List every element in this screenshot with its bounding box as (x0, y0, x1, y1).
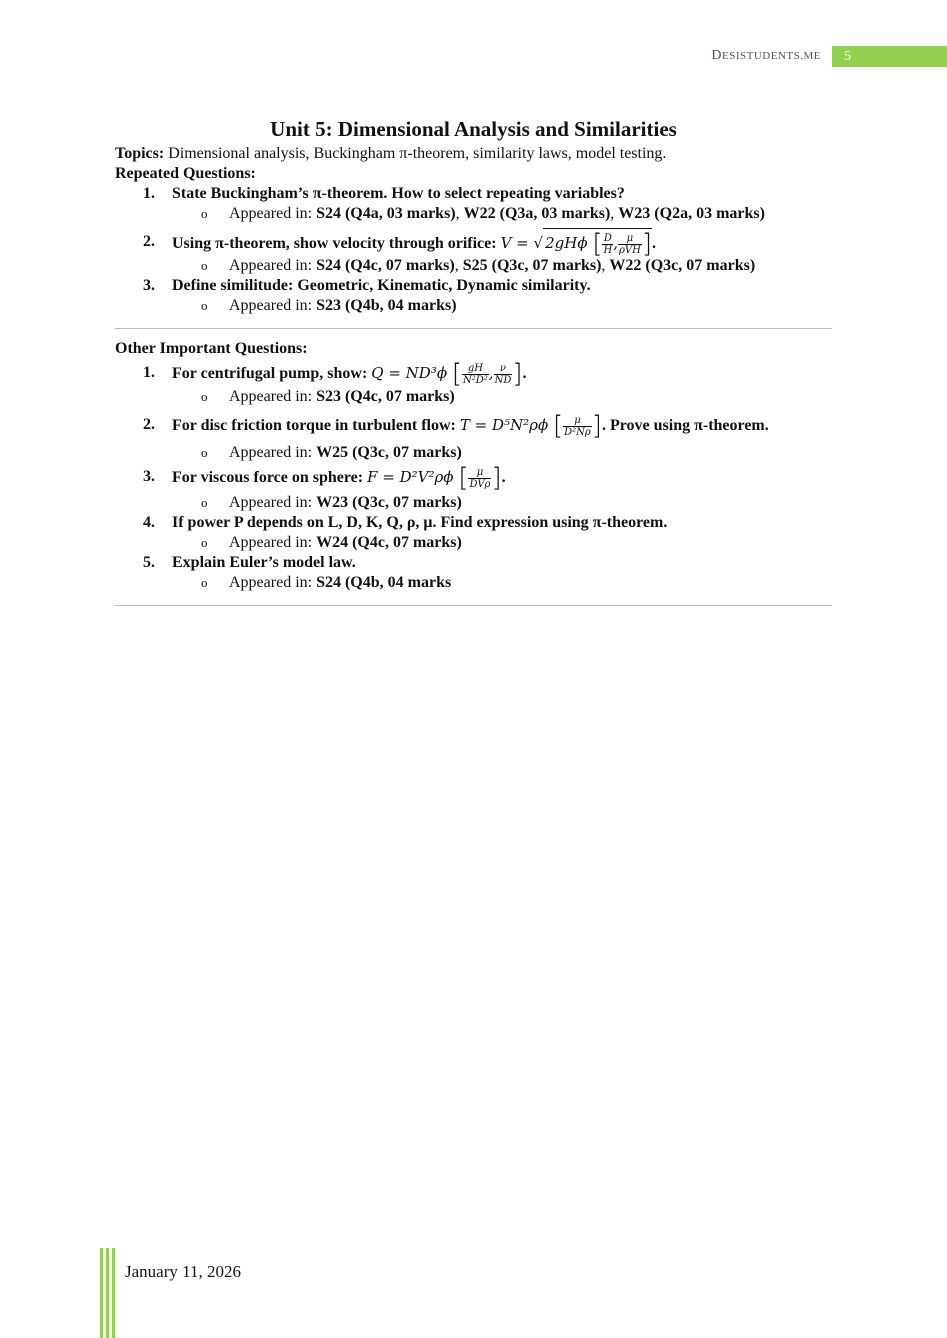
formula: Q = ND³ϕ [ $\frac{gH}{\text{N²D²}}$ , $\frac{\nu}{ND}$ ] (371, 359, 523, 389)
appeared-in: o Appeared in: W25 (Q3c, 07 marks) (201, 444, 462, 461)
topics-label: Topics: (115, 145, 165, 162)
appeared-in: o Appeared in: S24 (Q4a, 03 marks), W22 (Q3a, 03 marks), W23 (Q2a, 03 marks) (201, 205, 765, 222)
bullet-icon: o (201, 445, 208, 460)
question-text: For disc friction torque in turbulent flow: (172, 417, 460, 434)
formula: F = D²V²ρϕ [ $\frac{\mu}{\text{DVρ}}$ ] (367, 463, 502, 493)
question-text: For centrifugal pump, show: (172, 365, 372, 382)
bullet-icon: o (201, 495, 208, 510)
question-text: If power P depends on L, D, K, Q, ρ, μ. Find expression using π-theorem. (172, 514, 668, 531)
appeared-in: o Appeared in: S23 (Q4c, 07 marks) (201, 388, 455, 405)
appeared-in: o Appeared in: W23 (Q3c, 07 marks) (201, 494, 462, 511)
question-item: 2. Using π-theorem, show velocity through orifice: V = √ 2gHϕ [ $\frac{D}{H}$ , $\frac{\mu}{\text{ρVH}}$ ]. (143, 229, 656, 259)
repeated-list (115, 184, 832, 316)
question-item: 1. For centrifugal pump, show: Q = ND³ϕ [ $\frac{gH}{\text{N²D²}}$ , $\frac{\nu}{ND}$ ]. (143, 359, 527, 389)
bullet-icon: o (201, 258, 208, 273)
question-item: 4. If power P depends on L, D, K, Q, ρ, μ. Find expression using π-theorem. (143, 514, 668, 531)
topics-text: Dimensional analysis, Buckingham π-theorem, similarity laws, model testing. (164, 145, 667, 162)
section-divider (115, 605, 832, 606)
bullet-icon: o (201, 389, 208, 404)
topics-line (115, 144, 832, 164)
question-item: 3. For viscous force on sphere: F = D²V²ρϕ [ $\frac{\mu}{\text{DVρ}}$ ]. (143, 463, 506, 493)
bullet-icon: o (201, 535, 208, 550)
question-item: 3. Define similitude: Geometric, Kinematic, Dynamic similarity. (143, 277, 591, 294)
other-heading: Other Important Questions: (115, 340, 308, 357)
footer-date: January 11, 2026 (125, 1262, 241, 1281)
formula: V = √ 2gHϕ [ $\frac{D}{H}$ , $\frac{\mu}{\text{ρVH}}$ ] (500, 229, 652, 259)
appeared-in: o Appeared in: W24 (Q4c, 07 marks) (201, 534, 462, 551)
question-item: 2. For disc friction torque in turbulent flow: T = D⁵N²ρϕ [ $\frac{\mu}{\text{D²Nρ}}$ ]. Prove using π-theorem. (143, 411, 769, 441)
appeared-in: o Appeared in: S24 (Q4b, 04 marks (201, 574, 452, 591)
page-number: 5 (832, 46, 947, 67)
formula: T = D⁵N²ρϕ [ $\frac{\mu}{\text{D²Nρ}}$ ] (459, 411, 602, 441)
page-title: Unit 5: Dimensional Analysis and Similarities (270, 117, 677, 141)
bullet-icon: o (201, 206, 208, 221)
question-item: 1. State Buckingham’s π-theorem. How to select repeating variables? (143, 185, 625, 202)
site-name: DESISTUDENTS.ME (711, 48, 821, 63)
bullet-icon: o (201, 575, 208, 590)
question-text: Using π-theorem, show velocity through orifice: (172, 235, 501, 252)
question-text: Explain Euler’s model law. (172, 554, 356, 571)
question-item: 5. Explain Euler’s model law. (143, 554, 356, 571)
question-text: For viscous force on sphere: (172, 469, 368, 486)
appeared-in: o Appeared in: S24 (Q4c, 07 marks), S25 (Q3c, 07 marks), W22 (Q3c, 07 marks) (201, 257, 756, 274)
question-text: State Buckingham’s π-theorem. How to select repeating variables? (172, 185, 625, 202)
bullet-icon: o (201, 298, 208, 313)
page-content (115, 116, 832, 616)
repeated-heading: Repeated Questions: (115, 165, 256, 182)
section-divider (115, 328, 832, 329)
other-list (115, 359, 832, 593)
appeared-in: o Appeared in: S23 (Q4b, 04 marks) (201, 297, 457, 314)
footer-accent-bars (100, 1248, 116, 1338)
question-text: Define similitude: Geometric, Kinematic, Dynamic similarity. (172, 277, 591, 294)
